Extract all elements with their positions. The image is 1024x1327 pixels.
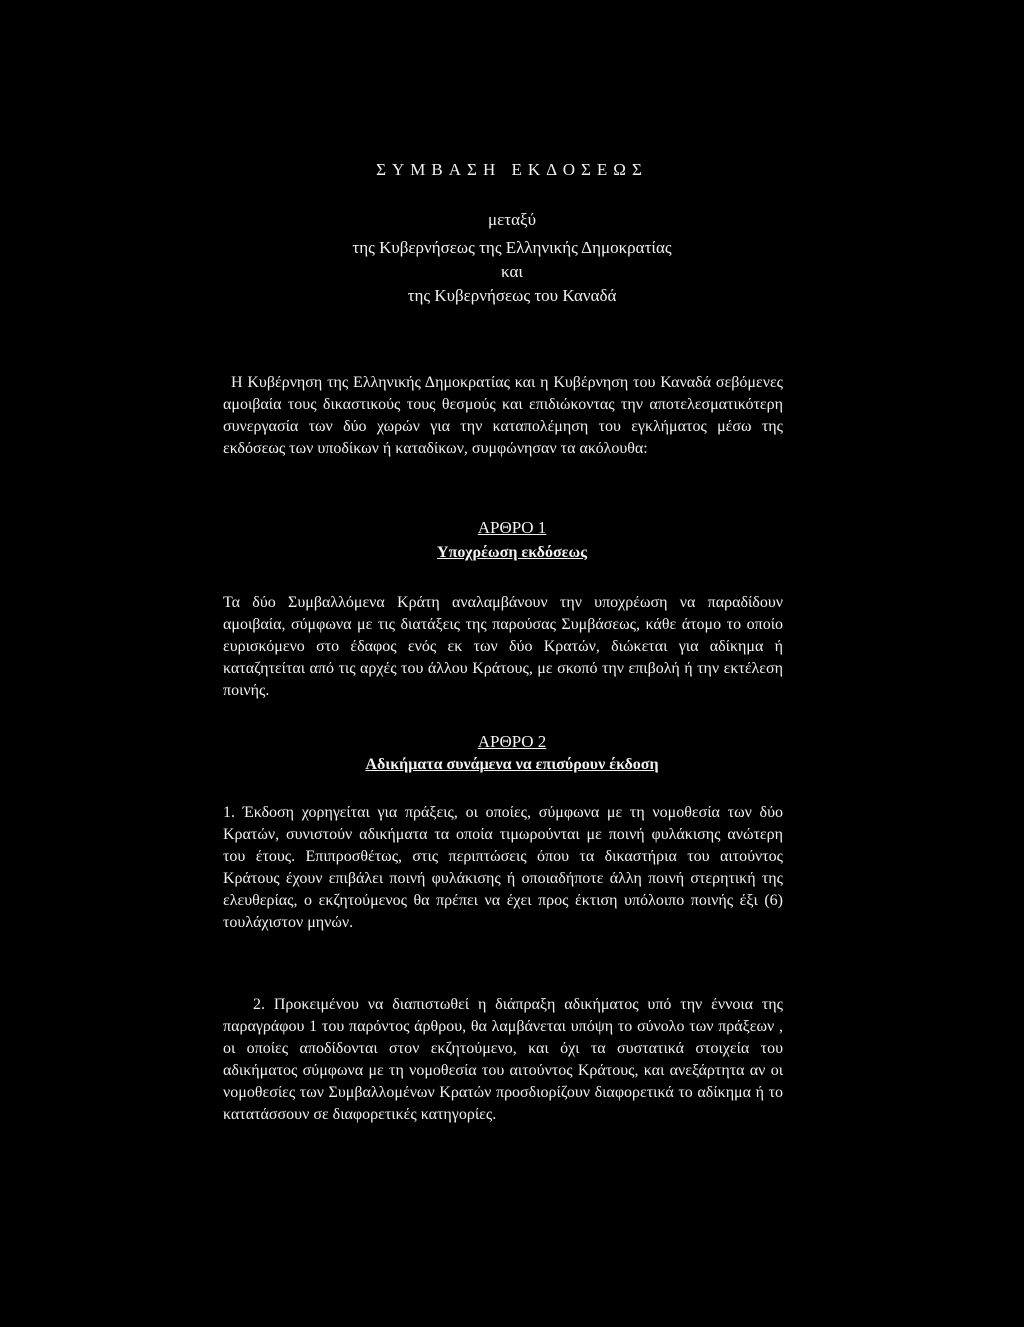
document-title: ΣΥΜΒΑΣΗ ΕΚΔΟΣΕΩΣ [376,160,648,179]
article-1-text: Τα δύο Συμβαλλόμενα Κράτη αναλαμβάνουν την υποχρέωση να παραδίδουν αμοιβαία, σύμφωνα με τις διατάξεις της παρούσας Συμβάσεως, κάθε άτομο το οποίο ευρισκόμενο στο έδαφος ενός εκ των δύο Κρατών, διώκεται για αδίκημα ή καταζητείται από τις αρχές του άλλου Κράτους, με σκοπό την επιβολή ή την εκτέλεση ποινής. [223,594,783,699]
article-2-number: ΑΡΘΡΟ 2 [477,732,547,751]
party-one: της Κυβερνήσεως της Ελληνικής Δημοκρατίας [352,238,672,257]
and-word: και [501,262,523,281]
article-1-number: ΑΡΘΡΟ 1 [477,518,547,537]
article-2-paragraph-1 [223,802,783,934]
article-1-heading: Υποχρέωση εκδόσεως [437,544,587,561]
preamble-paragraph [223,372,783,460]
article-1-paragraph [223,592,783,702]
article-2-heading: Αδικήματα συνάμενα να επισύρουν έκδοση [365,756,659,773]
party-two: της Κυβερνήσεως του Καναδά [407,286,617,305]
between-word: μεταξύ [488,210,536,229]
preamble-text: Η Κυβέρνηση της Ελληνικής Δημοκρατίας και η Κυβέρνηση του Καναδά σεβόμενες αμοιβαία τους δικαστικούς τους θεσμούς και επιδιώκοντας την αποτελεσματικότερη συνεργασία των δύο χωρών για την καταπολέμηση του εγκλήματος μέσω της εκδόσεως των υποδίκων ή καταδίκων, συμφώνησαν τα ακόλουθα: [223,374,783,457]
article-2-para-1-text: 1. Έκδοση χορηγείται για πράξεις, οι οποίες, σύμφωνα με τη νομοθεσία των δύο Κρατών, συνιστούν αδικήματα τα οποία τιμωρούνται με ποινή φυλάκισης ανώτερη του έτους. Επιπροσθέτως, στις περιπτώσεις όπου τα δικαστήρια του αιτούντος Κράτους έχουν επιβάλει ποινή φυλάκισης ή οποιαδήποτε άλλη ποινή στερητική της ελευθερίας, ο εκζητούμενος θα πρέπει να έχει προς έκτιση υπόλοιπο ποινής έξι (6) τουλάχιστον μηνών. [223,804,783,931]
article-2-paragraph-2 [223,994,783,1126]
article-2-para-2-text: 2. Προκειμένου να διαπιστωθεί η διάπραξη αδικήματος υπό την έννοια της παραγράφου 1 του παρόντος άρθρου, θα λαμβάνεται υπόψη το σύνολο των πράξεων , οι οποίες αποδίδονται στον εκζητούμενο, και όχι τα συστατικά στοιχεία του αδικήματος σύμφωνα με τη νομοθεσία του αιτούντος Κράτους, και ανεξάρτητα αν οι νομοθεσίες των Συμβαλλομένων Κρατών προσδιορίζουν διαφορετικά το αδίκημα ή το κατατάσσουν σε διαφορετικές κατηγορίες. [223,996,783,1123]
